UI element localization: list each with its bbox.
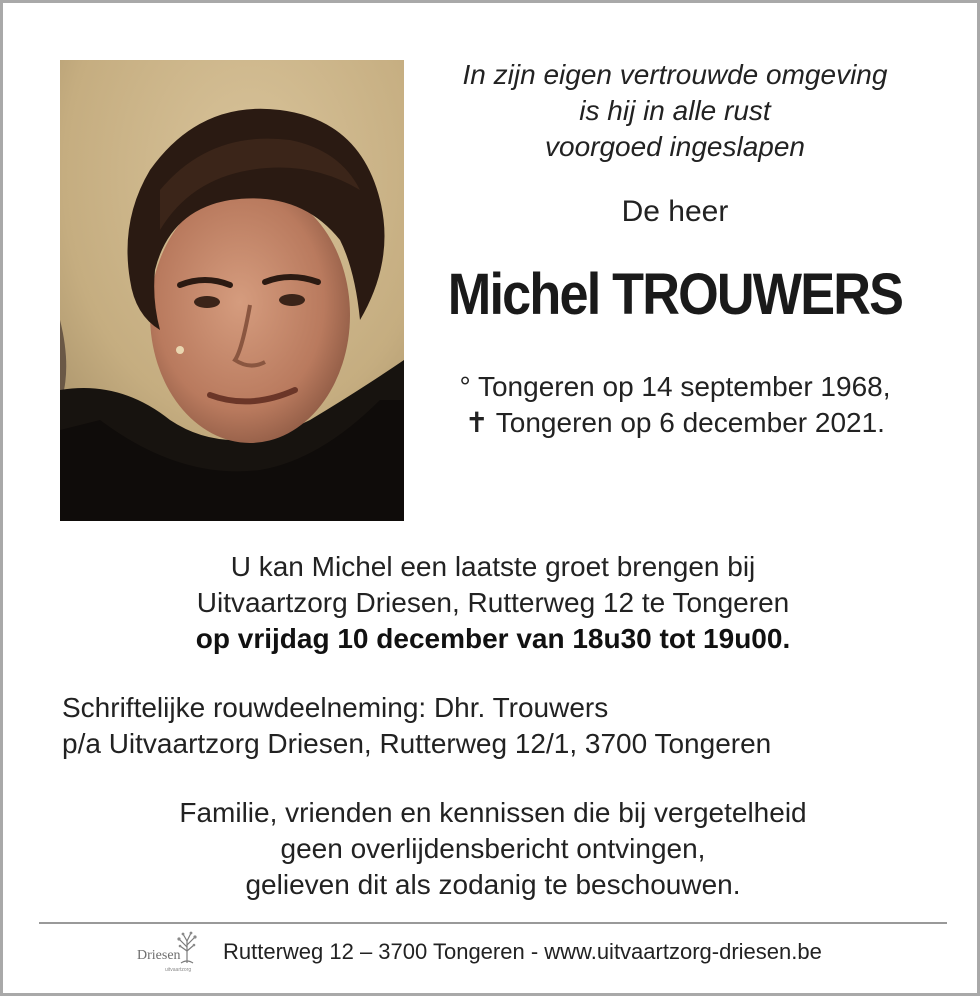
life-dates: [415, 369, 935, 441]
condolence-line: p/a Uitvaartzorg Driesen, Rutterweg 12/1, 3700 Tongeren: [62, 728, 772, 759]
footer-divider: [39, 922, 947, 924]
memorial-verse: [415, 57, 935, 165]
visit-line: U kan Michel een laatste groet brengen bij: [230, 551, 756, 582]
condolence-line: Schriftelijke rouwdeelneming: Dhr. Trouwers: [62, 692, 609, 723]
deceased-name: Michel TROUWERS: [447, 262, 903, 327]
condolence-address: [62, 690, 922, 762]
visit-time: op vrijdag 10 december van 18u30 tot 19u00.: [195, 623, 791, 654]
notice-line: gelieven dit als zodanig te beschouwen.: [245, 869, 741, 900]
verse-line: voorgoed ingeslapen: [545, 131, 805, 162]
birth-line: ° Tongeren op 14 september 1968,: [459, 371, 891, 402]
portrait-photo: [60, 60, 404, 521]
footer-contact: Rutterweg 12 – 3700 Tongeren - www.uitvaartzorg-driesen.be: [223, 939, 822, 964]
verse-line: is hij in alle rust: [579, 95, 771, 126]
driesen-logo: [135, 929, 207, 975]
family-notice: [33, 795, 953, 903]
notice-line: geen overlijdensbericht ontvingen,: [280, 833, 706, 864]
visit-line: Uitvaartzorg Driesen, Rutterweg 12 te Tongeren: [196, 587, 790, 618]
svg-text:uitvaartzorg: uitvaartzorg: [165, 967, 192, 973]
svg-text:Driesen: Driesen: [137, 948, 181, 963]
death-line: ✝ Tongeren op 6 december 2021.: [465, 407, 885, 438]
honorific: De heer: [621, 195, 729, 228]
visitation-info: [33, 549, 953, 657]
verse-line: In zijn eigen vertrouwde omgeving: [462, 59, 888, 90]
notice-line: Familie, vrienden en kennissen die bij vergetelheid: [179, 797, 807, 828]
